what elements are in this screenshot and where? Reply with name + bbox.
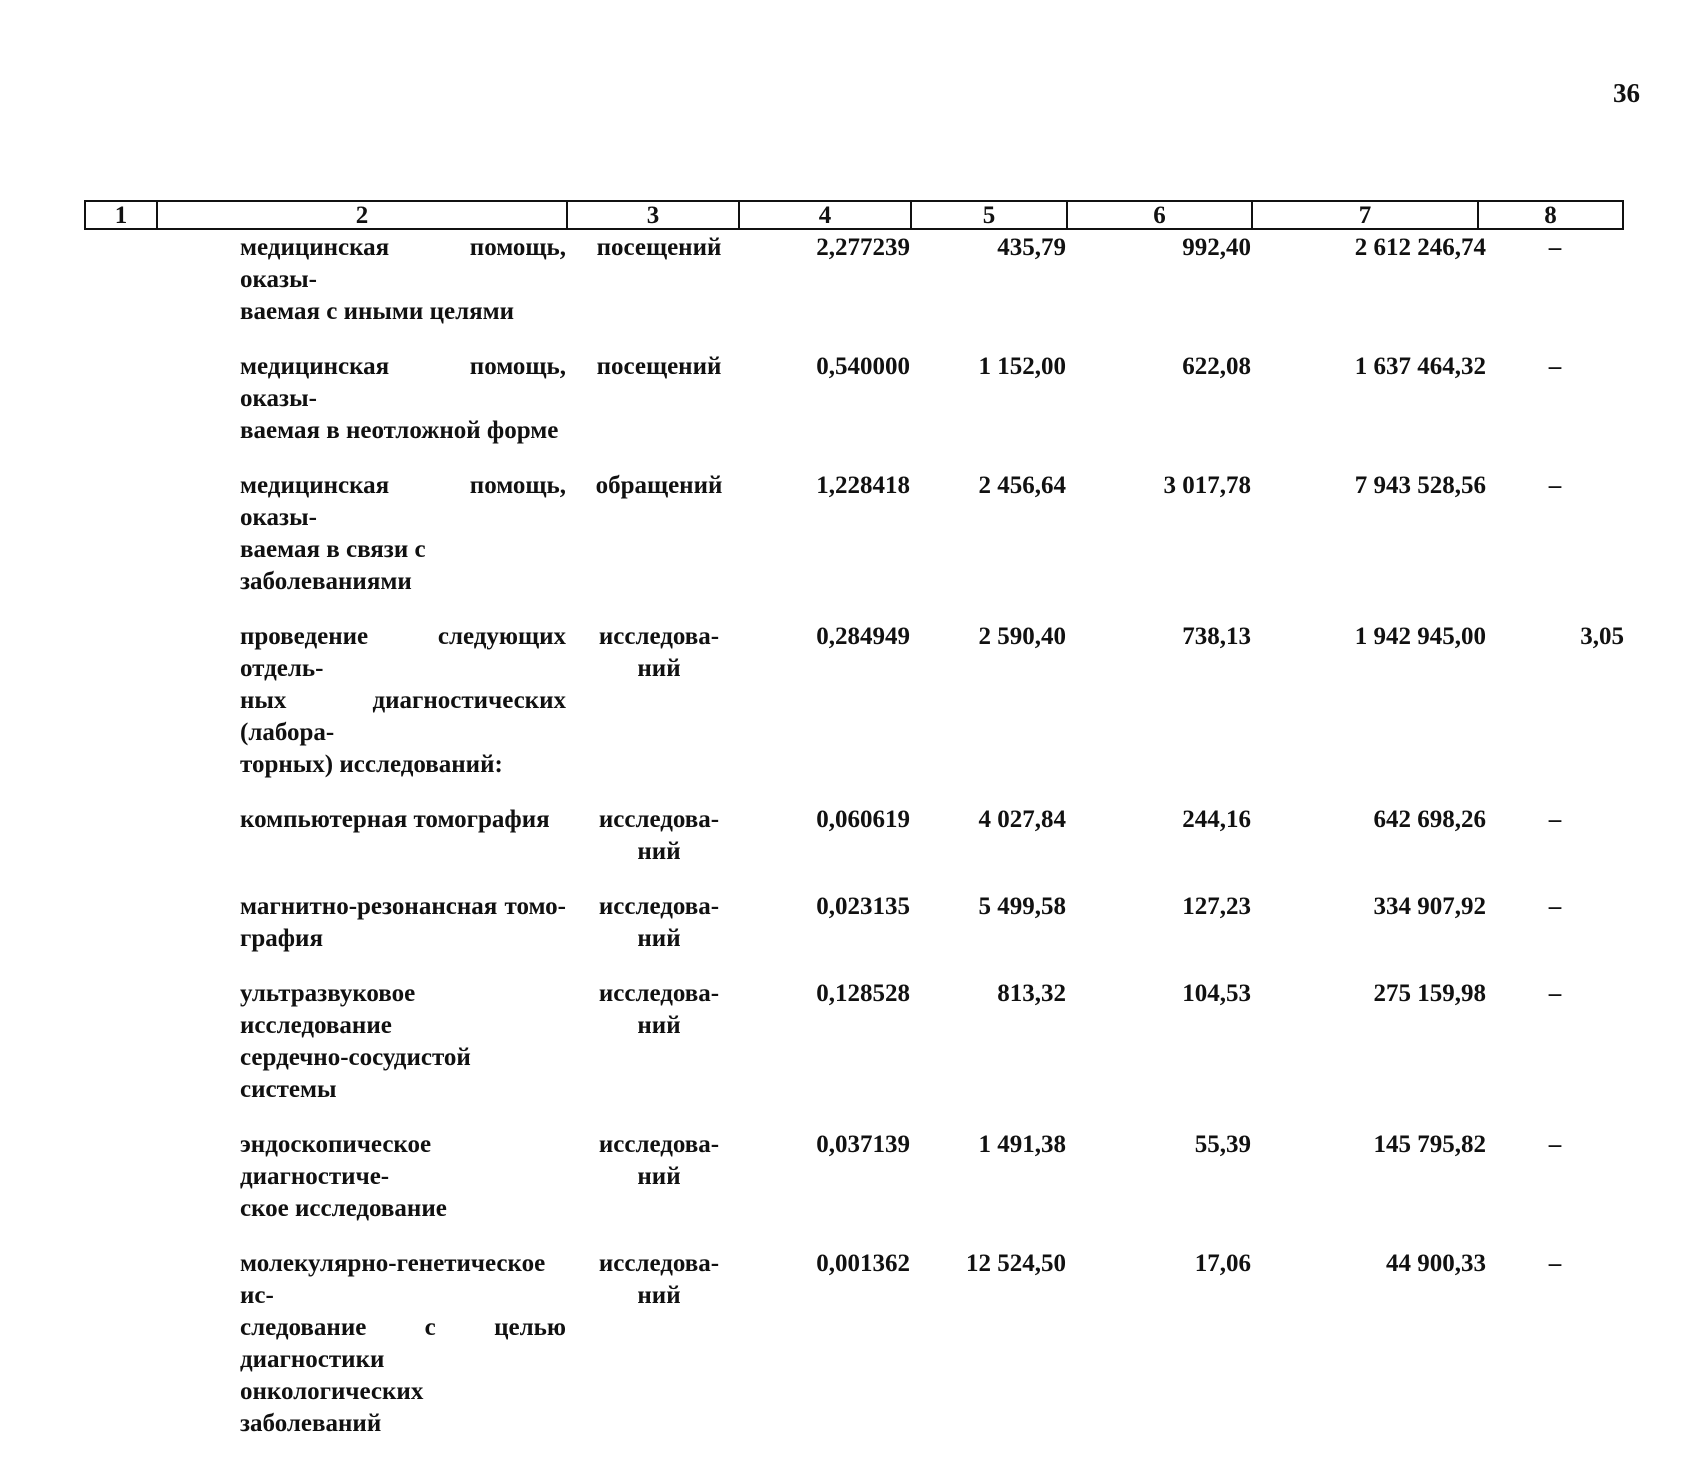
table-body xyxy=(84,232,1624,1463)
row-value-c6: 622,08 xyxy=(1182,353,1251,380)
row-unit-line: исследова- xyxy=(598,806,720,833)
row-value-c5: 5 499,58 xyxy=(978,893,1066,920)
row-value-c4: 0,540000 xyxy=(816,353,910,380)
row-value-c6: 738,13 xyxy=(1182,623,1251,650)
row-name-line: ультразвуковое исследование xyxy=(240,980,416,1039)
row-value-c7: 1 942 945,00 xyxy=(1354,623,1486,650)
row-unit-cell xyxy=(566,804,738,868)
row-name-line: ское исследование xyxy=(240,1195,447,1222)
table-row xyxy=(84,891,1624,955)
row-unit-cell xyxy=(566,232,738,328)
row-name-cell xyxy=(156,232,566,328)
row-name-cell xyxy=(156,1129,566,1225)
row-unit-cell xyxy=(566,1129,738,1225)
header-cell-2: 2 xyxy=(158,202,568,228)
row-value-c8: – xyxy=(1548,353,1562,380)
row-name-line: ваемая в неотложной форме xyxy=(240,417,559,444)
row-value-c7: 2 612 246,74 xyxy=(1354,234,1486,261)
row-value-c7: 1 637 464,32 xyxy=(1354,353,1486,380)
row-value-c7: 44 900,33 xyxy=(1386,1250,1486,1277)
row-name-line: компьютерная томография xyxy=(240,806,550,833)
row-spacer xyxy=(84,232,156,328)
row-name-cell xyxy=(156,621,566,781)
header-cell-4: 4 xyxy=(740,202,912,228)
row-unit-line: ний xyxy=(637,1282,681,1309)
row-unit-cell xyxy=(566,891,738,955)
table-header xyxy=(84,200,1624,230)
row-value-c8: – xyxy=(1548,234,1562,261)
table-row xyxy=(84,978,1624,1106)
row-value-c8: – xyxy=(1548,1131,1562,1158)
row-name-line: молекулярно-генетическое ис- xyxy=(240,1250,546,1309)
row-name-cell xyxy=(156,804,566,868)
row-name-line: графия xyxy=(240,925,323,952)
row-name-line: ваемая с иными целями xyxy=(240,298,515,325)
row-name-line: следование с целью диагностики xyxy=(240,1314,566,1373)
row-unit-line: обращений xyxy=(595,472,723,499)
row-value-c8: – xyxy=(1548,806,1562,833)
row-value-c4: 2,277239 xyxy=(816,234,910,261)
row-value-c6: 992,40 xyxy=(1182,234,1251,261)
row-value-c4: 0,284949 xyxy=(816,623,910,650)
row-unit-line: посещений xyxy=(596,234,722,261)
row-value-c5: 2 456,64 xyxy=(978,472,1066,499)
table-row xyxy=(84,804,1624,868)
row-name-line: онкологических заболеваний xyxy=(240,1378,424,1437)
row-spacer xyxy=(84,470,156,598)
row-value-c8: – xyxy=(1548,980,1562,1007)
row-name-line: медицинская помощь, оказы- xyxy=(240,234,566,293)
row-value-c5: 4 027,84 xyxy=(978,806,1066,833)
row-unit-cell xyxy=(566,978,738,1106)
header-cell-1: 1 xyxy=(86,202,158,228)
row-value-c7: 642 698,26 xyxy=(1373,806,1486,833)
row-value-c5: 2 590,40 xyxy=(978,623,1066,650)
row-value-c6: 3 017,78 xyxy=(1163,472,1251,499)
row-value-c8: – xyxy=(1548,1250,1562,1277)
header-cell-6: 6 xyxy=(1068,202,1253,228)
row-unit-line: ний xyxy=(637,838,681,865)
row-value-c5: 1 491,38 xyxy=(978,1131,1066,1158)
row-spacer xyxy=(84,891,156,955)
row-unit-line: ний xyxy=(637,925,681,952)
row-value-c6: 104,53 xyxy=(1182,980,1251,1007)
row-name-line: торных) исследований: xyxy=(240,751,503,778)
row-unit-line: исследова- xyxy=(598,1131,720,1158)
row-value-c6: 55,39 xyxy=(1194,1131,1251,1158)
row-value-c4: 0,060619 xyxy=(816,806,910,833)
header-cell-3: 3 xyxy=(568,202,740,228)
row-name-line: эндоскопическое диагностиче- xyxy=(240,1131,432,1190)
row-value-c4: 0,023135 xyxy=(816,893,910,920)
table-row xyxy=(84,1248,1624,1440)
table-row xyxy=(84,232,1624,328)
row-value-c7: 334 907,92 xyxy=(1373,893,1486,920)
row-name-cell xyxy=(156,351,566,447)
row-name-cell xyxy=(156,1248,566,1440)
header-cell-7: 7 xyxy=(1253,202,1479,228)
row-unit-line: исследова- xyxy=(598,980,720,1007)
row-value-c6: 244,16 xyxy=(1182,806,1251,833)
row-name-line: медицинская помощь, оказы- xyxy=(240,472,566,531)
row-spacer xyxy=(84,1129,156,1225)
row-value-c5: 12 524,50 xyxy=(966,1250,1066,1277)
row-name-line: ных диагностических (лабора- xyxy=(240,687,566,746)
row-value-c5: 1 152,00 xyxy=(978,353,1066,380)
row-value-c4: 1,228418 xyxy=(816,472,910,499)
row-value-c4: 0,001362 xyxy=(816,1250,910,1277)
table-row xyxy=(84,621,1624,781)
row-unit-line: ний xyxy=(637,1163,681,1190)
row-value-c7: 7 943 528,56 xyxy=(1354,472,1486,499)
row-spacer xyxy=(84,351,156,447)
row-value-c4: 0,128528 xyxy=(816,980,910,1007)
row-value-c4: 0,037139 xyxy=(816,1131,910,1158)
row-unit-line: ний xyxy=(637,1012,681,1039)
table-row xyxy=(84,1129,1624,1225)
row-value-c8: – xyxy=(1548,472,1562,499)
row-value-c6: 17,06 xyxy=(1194,1250,1251,1277)
row-value-c6: 127,23 xyxy=(1182,893,1251,920)
row-name-line: сердечно-сосудистой системы xyxy=(240,1044,471,1103)
row-value-c7: 145 795,82 xyxy=(1373,1131,1486,1158)
row-name-cell xyxy=(156,978,566,1106)
table-row xyxy=(84,351,1624,447)
row-value-c7: 275 159,98 xyxy=(1373,980,1486,1007)
row-name-cell xyxy=(156,470,566,598)
header-cell-5: 5 xyxy=(912,202,1068,228)
row-unit-line: исследова- xyxy=(598,1250,720,1277)
row-name-line: проведение следующих отдель- xyxy=(240,623,566,682)
row-name-cell xyxy=(156,891,566,955)
row-value-c5: 813,32 xyxy=(997,980,1066,1007)
row-name-line: магнитно-резонансная томо- xyxy=(240,893,566,920)
row-spacer xyxy=(84,621,156,781)
row-unit-cell xyxy=(566,621,738,781)
row-unit-line: исследова- xyxy=(598,623,720,650)
row-unit-line: ний xyxy=(637,655,681,682)
row-value-c8: – xyxy=(1548,893,1562,920)
row-value-c5: 435,79 xyxy=(997,234,1066,261)
table-row xyxy=(84,470,1624,598)
row-unit-line: посещений xyxy=(596,353,722,380)
header-cell-8: 8 xyxy=(1544,202,1557,229)
row-spacer xyxy=(84,978,156,1106)
row-spacer xyxy=(84,1248,156,1440)
row-spacer xyxy=(84,804,156,868)
row-name-line: ваемая в связи с заболеваниями xyxy=(240,536,426,595)
row-unit-cell xyxy=(566,470,738,598)
row-name-line: медицинская помощь, оказы- xyxy=(240,353,566,412)
row-value-c8: 3,05 xyxy=(1580,623,1624,650)
row-unit-cell xyxy=(566,351,738,447)
page-number: 36 xyxy=(1613,78,1640,108)
row-unit-line: исследова- xyxy=(598,893,720,920)
row-unit-cell xyxy=(566,1248,738,1440)
